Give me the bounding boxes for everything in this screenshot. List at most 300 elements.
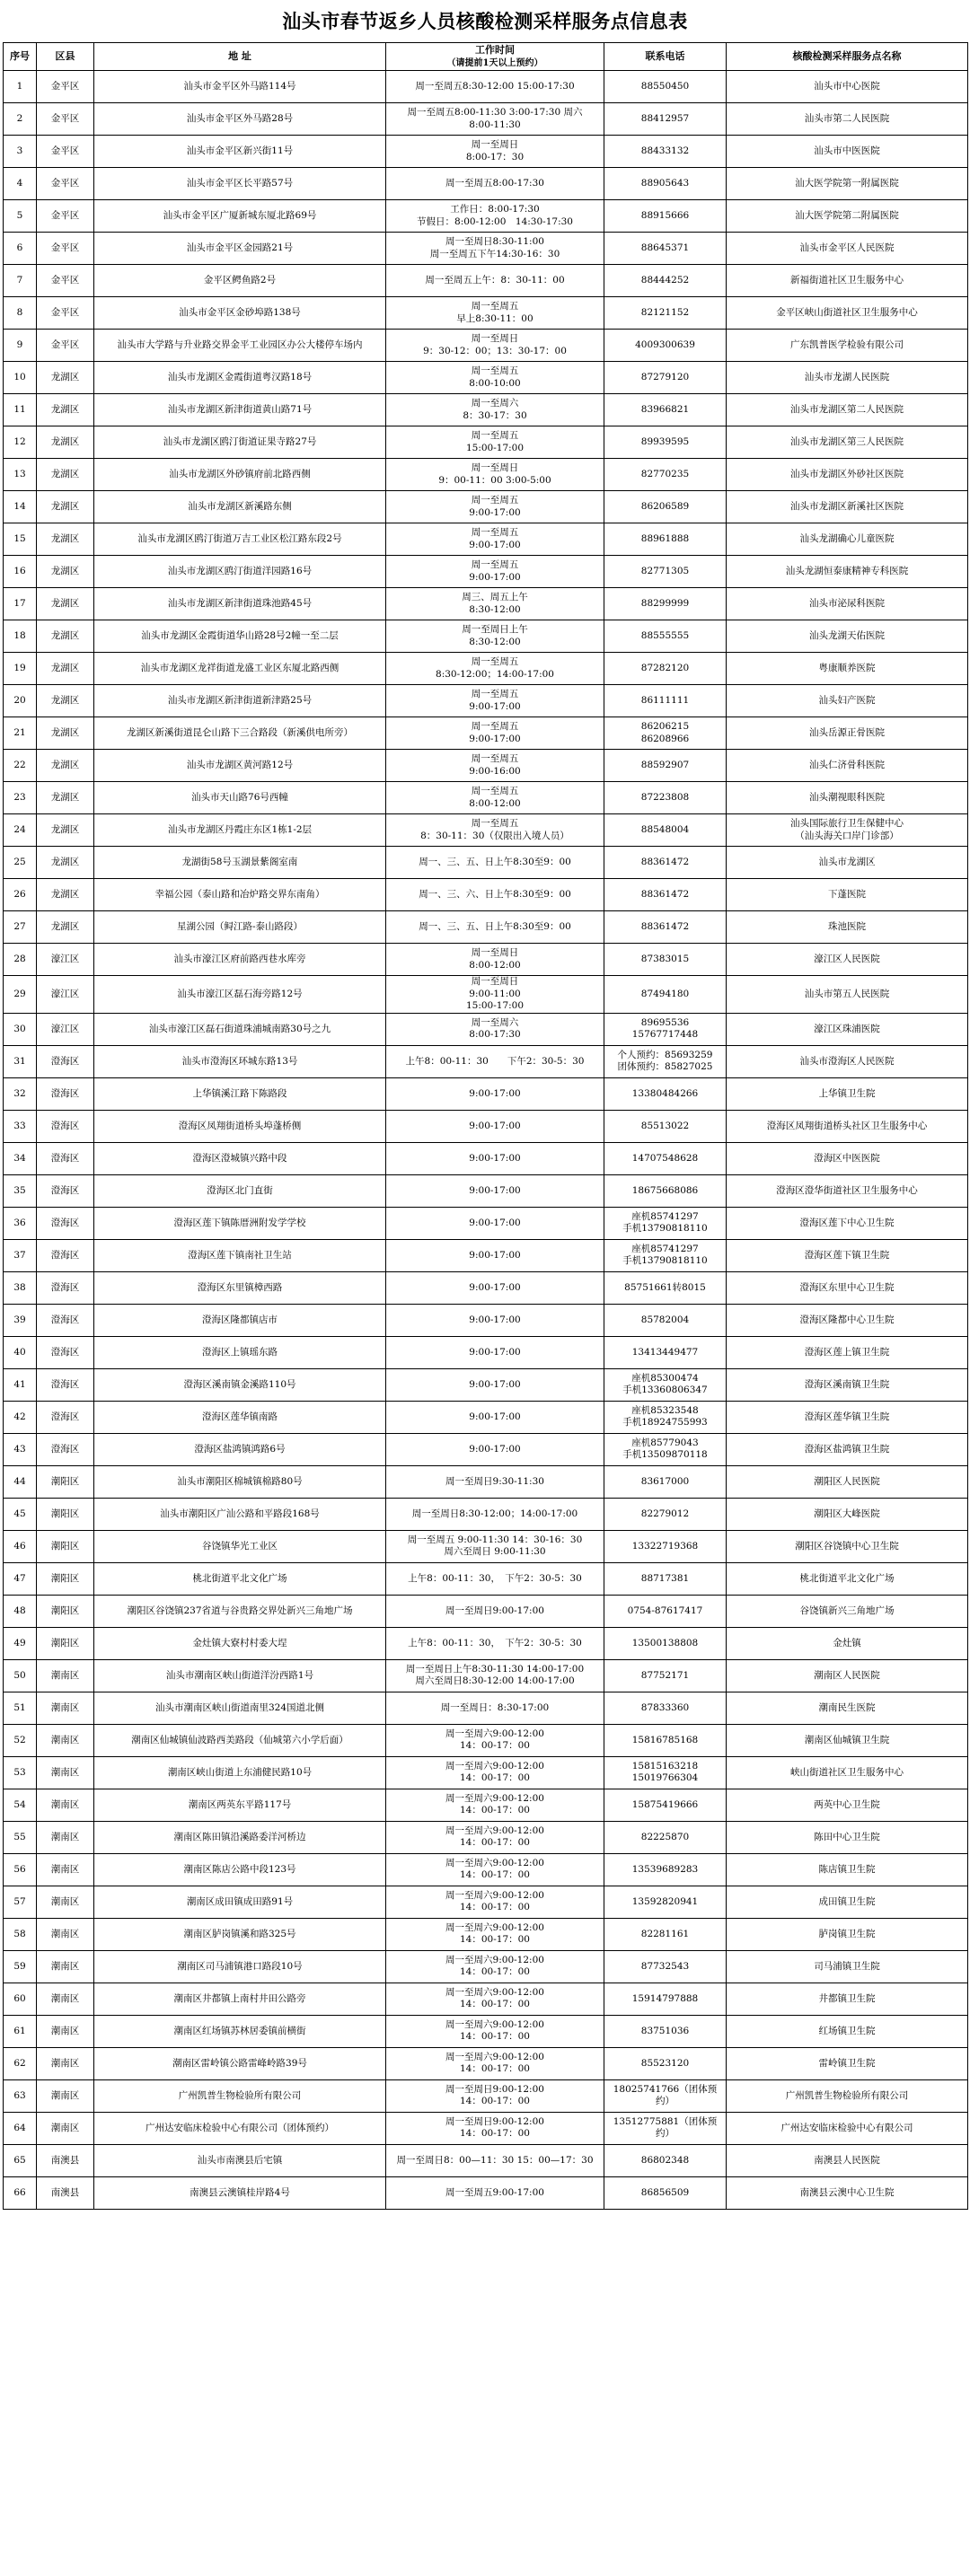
cell-phone	[604, 1821, 727, 1853]
cell-seq: 51	[4, 1692, 37, 1724]
cell-org-line: 成田镇卫生院	[818, 1895, 876, 1907]
table-row	[4, 1627, 968, 1659]
cell-phone	[604, 200, 727, 233]
cell-org	[727, 1789, 968, 1821]
cell-hours-line: 8：30-11：30（仅限出入境人员）	[420, 830, 569, 841]
cell-phone	[604, 944, 727, 976]
cell-hours	[386, 1239, 604, 1271]
cell-hours	[386, 1886, 604, 1918]
cell-address: 汕头市龙湖区外砂镇府前北路西侧	[94, 459, 386, 491]
table-row	[4, 491, 968, 523]
cell-hours	[386, 330, 604, 362]
cell-phone-line: 82279012	[640, 1508, 690, 1519]
cell-seq: 29	[4, 976, 37, 1014]
cell-hours	[386, 2079, 604, 2112]
cell-seq: 1	[4, 71, 37, 103]
cell-phone	[604, 491, 727, 523]
cell-phone	[604, 588, 727, 620]
cell-hours-line: 周一至周六9:00-12:00	[445, 1921, 544, 1933]
cell-hours-line: 9:00-17:00	[469, 1087, 521, 1099]
cell-hours-line: 周一、三、五、日上午8:30至9：00	[419, 920, 571, 932]
cell-district: 澄海区	[37, 1401, 94, 1433]
cell-org	[727, 1821, 968, 1853]
table-row	[4, 1368, 968, 1401]
cell-district: 金平区	[37, 71, 94, 103]
cell-org	[727, 1207, 968, 1239]
cell-address: 潮南区陈田镇沿溪路委洋河桥边	[94, 1821, 386, 1853]
header-phone: 联系电话	[604, 43, 727, 71]
cell-seq: 14	[4, 491, 37, 523]
cell-org	[727, 814, 968, 847]
cell-hours-line: 周一至周日9:00-12:00	[445, 2083, 544, 2095]
cell-phone-line: 手机13360806347	[622, 1385, 708, 1396]
cell-phone-line: 82281161	[640, 1928, 690, 1939]
cell-phone-line: 座机85741297	[631, 1243, 699, 1254]
cell-hours	[386, 265, 604, 297]
cell-hours	[386, 297, 604, 330]
cell-org	[727, 879, 968, 911]
cell-org	[727, 1110, 968, 1142]
table-row	[4, 1433, 968, 1465]
cell-seq: 12	[4, 426, 37, 459]
table-row	[4, 459, 968, 491]
cell-org-line: 司马浦镇卫生院	[814, 1960, 880, 1972]
cell-org	[727, 71, 968, 103]
cell-hours	[386, 782, 604, 814]
table-row	[4, 1110, 968, 1142]
cell-hours-line: 周一至周五	[471, 817, 519, 829]
cell-hours	[386, 976, 604, 1014]
table-row	[4, 1142, 968, 1174]
cell-org	[727, 459, 968, 491]
cell-address: 汕头市金平区金砂埠路138号	[94, 297, 386, 330]
cell-org	[727, 1886, 968, 1918]
cell-hours-line: 周一至周日上午	[462, 623, 528, 635]
cell-hours-line: 周一至周五下午14:30-16：30	[429, 248, 560, 259]
cell-phone	[604, 1562, 727, 1595]
cell-phone-line: 15019766304	[631, 1772, 699, 1784]
cell-seq: 42	[4, 1401, 37, 1433]
table-row	[4, 71, 968, 103]
cell-hours-line: 周一至周五	[471, 300, 519, 312]
cell-hours-line: 早上8:30-11：00	[456, 312, 534, 324]
table-row	[4, 1077, 968, 1110]
cell-seq: 25	[4, 847, 37, 879]
cell-org-line: 汕头市龙湖区新溪社区医院	[790, 500, 904, 512]
cell-phone	[604, 2112, 727, 2144]
cell-hours-line: 9:00-17:00	[469, 1249, 521, 1261]
cell-district: 金平区	[37, 297, 94, 330]
cell-hours	[386, 523, 604, 556]
cell-address: 澄海区凤翔街道桥头埠蓬桥侧	[94, 1110, 386, 1142]
cell-district: 金平区	[37, 136, 94, 168]
cell-district: 金平区	[37, 330, 94, 362]
cell-org-line: 汕头市龙湖区第二人民医院	[790, 403, 904, 415]
cell-hours-line: 周一至周日：8:30-17:00	[440, 1701, 550, 1713]
table-row	[4, 1789, 968, 1821]
cell-phone-line: 88548004	[640, 823, 690, 835]
cell-seq: 21	[4, 717, 37, 750]
cell-seq: 11	[4, 394, 37, 426]
header-hours-note: （请提前1天以上预约）	[446, 57, 543, 68]
cell-address: 潮南区陈店公路中段123号	[94, 1853, 386, 1886]
cell-phone	[604, 1465, 727, 1498]
cell-address: 幸福公园（泰山路和冶炉路交界东南角）	[94, 879, 386, 911]
cell-phone	[604, 1239, 727, 1271]
cell-hours-line: 9:00-17:00	[469, 1281, 521, 1293]
cell-org-line: 汕头龙湖天佑医院	[809, 629, 885, 641]
cell-district: 龙湖区	[37, 685, 94, 717]
cell-hours	[386, 944, 604, 976]
cell-hours-line: 15:00-17:00	[465, 442, 525, 453]
cell-seq: 59	[4, 1950, 37, 1983]
cell-hours-line: 14：00-17：00	[460, 1934, 530, 1946]
cell-phone-line: 14707548628	[631, 1152, 699, 1164]
table-row	[4, 2079, 968, 2112]
cell-seq: 55	[4, 1821, 37, 1853]
cell-seq: 62	[4, 2047, 37, 2079]
header-org: 核酸检测采样服务点名称	[727, 43, 968, 71]
cell-district: 澄海区	[37, 1368, 94, 1401]
cell-org	[727, 2079, 968, 2112]
cell-phone-line: 88645371	[640, 242, 690, 253]
cell-seq: 5	[4, 200, 37, 233]
cell-hours	[386, 588, 604, 620]
cell-org	[727, 685, 968, 717]
cell-hours-line: 周一至周五	[471, 429, 519, 441]
cell-district: 潮阳区	[37, 1530, 94, 1562]
table-row	[4, 1595, 968, 1627]
cell-phone-line: 13380484266	[631, 1087, 699, 1099]
cell-phone-line: 86206215	[640, 720, 690, 732]
cell-org	[727, 103, 968, 136]
cell-hours	[386, 1918, 604, 1950]
cell-hours-line: 周一至周六9:00-12:00	[445, 1986, 544, 1998]
cell-address: 汕头市龙湖区黄河路12号	[94, 750, 386, 782]
cell-org-line: 南澳县云澳中心卫生院	[799, 2186, 895, 2198]
table-row	[4, 1174, 968, 1207]
cell-address: 汕头市濠江区磊石街道珠浦城南路30号之九	[94, 1013, 386, 1045]
cell-seq: 60	[4, 1983, 37, 2015]
cell-address: 潮南区胪岗镇溪和路325号	[94, 1918, 386, 1950]
cell-phone	[604, 1336, 727, 1368]
cell-address: 汕头市南澳县后宅镇	[94, 2144, 386, 2176]
cell-org	[727, 265, 968, 297]
cell-org	[727, 653, 968, 685]
cell-address: 潮南区司马浦镇港口路段10号	[94, 1950, 386, 1983]
table-row	[4, 2015, 968, 2047]
cell-address: 金平区鳄鱼路2号	[94, 265, 386, 297]
cell-hours	[386, 426, 604, 459]
cell-address: 潮南区井都镇上南村井田公路旁	[94, 1983, 386, 2015]
cell-hours-line: 周一、三、六、日上午8:30至9：00	[419, 888, 571, 900]
cell-phone-line: 88361472	[640, 920, 690, 932]
cell-org-line: 汕头市泌尿科医院	[809, 597, 885, 609]
cell-hours	[386, 103, 604, 136]
cell-hours	[386, 2176, 604, 2209]
cell-org-line: 汕头市龙湖区外砂社区医院	[790, 468, 904, 479]
cell-hours	[386, 362, 604, 394]
cell-district: 澄海区	[37, 1239, 94, 1271]
cell-address: 汕头市龙湖区新津街道新津路25号	[94, 685, 386, 717]
table-row	[4, 685, 968, 717]
table-row	[4, 1950, 968, 1983]
cell-org-line: 汕大医学院第一附属医院	[795, 177, 899, 189]
cell-district: 龙湖区	[37, 782, 94, 814]
cell-hours-line: 周一至周日	[471, 462, 519, 473]
cell-district: 潮南区	[37, 1659, 94, 1692]
header-address: 地 址	[94, 43, 386, 71]
cell-hours-line: 周一至周日8：00—11：30 15：00—17：30	[396, 2154, 594, 2166]
cell-hours-line: 周一至周五	[471, 752, 519, 764]
cell-hours-line: 8:30-12:00	[469, 603, 521, 615]
cell-district: 澄海区	[37, 1174, 94, 1207]
cell-district: 澄海区	[37, 1433, 94, 1465]
cell-phone	[604, 1013, 727, 1045]
cell-org	[727, 1142, 968, 1174]
cell-district: 潮南区	[37, 1886, 94, 1918]
cell-hours	[386, 750, 604, 782]
cell-seq: 33	[4, 1110, 37, 1142]
cell-phone	[604, 685, 727, 717]
cell-address: 澄海区北门直街	[94, 1174, 386, 1207]
cell-hours-line: 周一至周日8:30-11:00	[445, 235, 544, 247]
cell-org-line: 汕头岳源正骨医院	[809, 726, 885, 738]
cell-org-line: 澄海区凤翔街道桥头社区卫生服务中心	[766, 1120, 928, 1131]
cell-hours	[386, 1045, 604, 1077]
cell-org-line: 汕头市澄海区人民医院	[799, 1055, 895, 1067]
cell-phone-line: 87223808	[640, 791, 690, 803]
cell-hours-line: 9:00-17:00	[469, 1152, 521, 1164]
cell-phone-line: 15875419666	[631, 1798, 699, 1810]
cell-district: 金平区	[37, 233, 94, 265]
cell-phone	[604, 1077, 727, 1110]
cell-hours	[386, 556, 604, 588]
cell-org-line: 广州凯普生物检验所有限公司	[785, 2089, 909, 2101]
cell-phone	[604, 1142, 727, 1174]
cell-hours	[386, 1562, 604, 1595]
table-body	[4, 71, 968, 2210]
table-row	[4, 1401, 968, 1433]
cell-hours-line: 周一至周六9:00-12:00	[445, 2018, 544, 2030]
cell-org-line: 潮南区人民医院	[814, 1669, 880, 1681]
table-row	[4, 2144, 968, 2176]
cell-phone-line: 82121152	[640, 306, 690, 318]
cell-district: 濠江区	[37, 976, 94, 1014]
cell-hours	[386, 1983, 604, 2015]
cell-address: 上华镇溪江路下陈路段	[94, 1077, 386, 1110]
table-row	[4, 1465, 968, 1498]
cell-hours-line: 周一至周五	[471, 494, 519, 506]
cell-hours-line: 周一至周六	[471, 397, 519, 409]
cell-hours	[386, 1627, 604, 1659]
cell-hours-line: 14：00-17：00	[460, 1740, 530, 1752]
cell-org-line: 澄海区莲下中心卫生院	[799, 1217, 895, 1228]
cell-org-line: 雷岭镇卫生院	[818, 2057, 876, 2069]
cell-phone	[604, 1174, 727, 1207]
cell-org-line: 潮南民生医院	[818, 1701, 876, 1713]
cell-address: 汕头市龙湖区鸥汀街道洋园路16号	[94, 556, 386, 588]
cell-phone	[604, 1983, 727, 2015]
cell-org	[727, 297, 968, 330]
table-row	[4, 330, 968, 362]
cell-hours-line: 8:00-17:30	[469, 1029, 521, 1041]
cell-district: 金平区	[37, 103, 94, 136]
cell-hours	[386, 620, 604, 653]
cell-phone-line: 88905643	[640, 177, 690, 189]
cell-org	[727, 1562, 968, 1595]
cell-address: 澄海区溪南镇金溪路110号	[94, 1368, 386, 1401]
cell-org	[727, 523, 968, 556]
cell-district: 潮南区	[37, 1789, 94, 1821]
cell-seq: 27	[4, 911, 37, 944]
cell-hours	[386, 1271, 604, 1304]
table-row	[4, 1886, 968, 1918]
cell-address: 澄海区东里镇樟西路	[94, 1271, 386, 1304]
cell-phone	[604, 620, 727, 653]
cell-phone	[604, 426, 727, 459]
cell-hours	[386, 1401, 604, 1433]
cell-hours-line: 周一、三、五、日上午8:30至9：00	[419, 856, 571, 867]
cell-address: 龙湖街58号玉湖景紫阁室南	[94, 847, 386, 879]
cell-hours-line: 周一至周五9:00-17:00	[445, 2186, 544, 2198]
cell-address: 汕头市龙湖区新溪路东侧	[94, 491, 386, 523]
cell-hours	[386, 1821, 604, 1853]
cell-hours-line: 14：00-17：00	[460, 1805, 530, 1816]
cell-phone	[604, 2079, 727, 2112]
cell-address: 汕头市潮南区峡山街道南里324国道北侧	[94, 1692, 386, 1724]
cell-district: 龙湖区	[37, 717, 94, 750]
cell-phone-line: 88550450	[640, 80, 690, 92]
cell-org-line: 两英中心卫生院	[814, 1798, 880, 1810]
cell-seq: 41	[4, 1368, 37, 1401]
cell-address: 汕头市金平区广厦新城东厦北路69号	[94, 200, 386, 233]
cell-phone-line: 88361472	[640, 856, 690, 867]
cell-hours	[386, 2112, 604, 2144]
cell-address: 汕头市龙湖区新津街道珠池路45号	[94, 588, 386, 620]
cell-district: 澄海区	[37, 1207, 94, 1239]
cell-hours	[386, 491, 604, 523]
cell-hours-line: 8:00-11:30	[469, 119, 521, 130]
cell-org	[727, 426, 968, 459]
cell-phone	[604, 814, 727, 847]
cell-address: 汕头市大学路与升业路交界金平工业园区办公大楼停车场内	[94, 330, 386, 362]
cell-phone-line: 13512775881（团体预约）	[613, 2115, 718, 2140]
cell-phone-line: 18675668086	[631, 1184, 699, 1196]
cell-phone-line: 87282120	[640, 662, 690, 673]
table-row	[4, 200, 968, 233]
cell-district: 金平区	[37, 265, 94, 297]
cell-phone	[604, 1110, 727, 1142]
cell-phone	[604, 1401, 727, 1433]
cell-org	[727, 362, 968, 394]
cell-seq: 40	[4, 1336, 37, 1368]
cell-hours-line: 14：00-17：00	[460, 1869, 530, 1881]
cell-phone-line: 手机13790818110	[622, 1255, 708, 1267]
cell-org-line: 红场镇卫生院	[818, 2025, 876, 2036]
cell-org	[727, 1595, 968, 1627]
cell-seq: 47	[4, 1562, 37, 1595]
cell-phone-line: 86111111	[640, 694, 690, 706]
cell-hours	[386, 1174, 604, 1207]
cell-phone	[604, 1271, 727, 1304]
cell-address: 汕头市潮南区峡山街道洋汾西路1号	[94, 1659, 386, 1692]
cell-hours	[386, 1077, 604, 1110]
cell-org	[727, 2015, 968, 2047]
cell-hours	[386, 1530, 604, 1562]
cell-seq: 36	[4, 1207, 37, 1239]
cell-seq: 24	[4, 814, 37, 847]
cell-seq: 34	[4, 1142, 37, 1174]
cell-org-line: 新福街道社区卫生服务中心	[790, 274, 904, 286]
table-row	[4, 1756, 968, 1789]
cell-org	[727, 847, 968, 879]
cell-org-line: 南澳县人民医院	[814, 2154, 880, 2166]
cell-org-line: 汕头市龙湖区第三人民医院	[790, 435, 904, 447]
cell-hours-line: 14：00-17：00	[460, 2096, 530, 2107]
cell-district: 龙湖区	[37, 394, 94, 426]
cell-phone	[604, 2047, 727, 2079]
cell-phone-line: 89695536	[640, 1016, 690, 1028]
cell-org-line: 潮阳区人民医院	[814, 1475, 880, 1487]
cell-org-line: 澄海区澄华街道社区卫生服务中心	[776, 1184, 918, 1196]
cell-org	[727, 1853, 968, 1886]
cell-phone	[604, 782, 727, 814]
cell-hours	[386, 136, 604, 168]
cell-phone-line: 15767717448	[631, 1029, 699, 1041]
cell-district: 金平区	[37, 168, 94, 200]
cell-phone-line: 85523120	[640, 2057, 690, 2069]
cell-district: 龙湖区	[37, 523, 94, 556]
table-row	[4, 103, 968, 136]
cell-org-line: 粤康顺养医院	[818, 662, 876, 673]
cell-org-line: 汕头妇产医院	[818, 694, 876, 706]
cell-seq: 15	[4, 523, 37, 556]
cell-org	[727, 394, 968, 426]
cell-phone	[604, 1918, 727, 1950]
cell-hours	[386, 685, 604, 717]
cell-hours-line: 9:00-17:00	[469, 539, 521, 550]
cell-org-line: 澄海区隆都中心卫生院	[799, 1314, 895, 1325]
cell-phone	[604, 1207, 727, 1239]
cell-hours-line: 周一至周日	[471, 946, 519, 958]
cell-phone	[604, 1368, 727, 1401]
cell-hours	[386, 1692, 604, 1724]
cell-hours	[386, 459, 604, 491]
cell-seq: 39	[4, 1304, 37, 1336]
table-row	[4, 1207, 968, 1239]
cell-org-line: 广东凯普医学检验有限公司	[790, 338, 904, 350]
cell-district: 龙湖区	[37, 491, 94, 523]
cell-org-line: 陈田中心卫生院	[814, 1831, 880, 1842]
table-row	[4, 297, 968, 330]
cell-district: 南澳县	[37, 2176, 94, 2209]
cell-phone-line: 0754-87617417	[627, 1605, 703, 1616]
cell-org-line: 谷饶镇新兴三角地广场	[799, 1605, 895, 1616]
cell-address: 广州达安临床检验中心有限公司（团体预约）	[94, 2112, 386, 2144]
cell-district: 龙湖区	[37, 426, 94, 459]
cell-district: 澄海区	[37, 1271, 94, 1304]
cell-org-line: 金平区峡山街道社区卫生服务中心	[776, 306, 918, 318]
cell-phone-line: 83617000	[640, 1475, 690, 1487]
cell-seq: 9	[4, 330, 37, 362]
cell-org-line: 澄海区东里中心卫生院	[799, 1281, 895, 1293]
cell-org	[727, 168, 968, 200]
cell-org	[727, 717, 968, 750]
cell-org-line: 汕头市龙湖人民医院	[804, 371, 890, 382]
cell-district: 潮南区	[37, 1756, 94, 1789]
cell-phone	[604, 2176, 727, 2209]
